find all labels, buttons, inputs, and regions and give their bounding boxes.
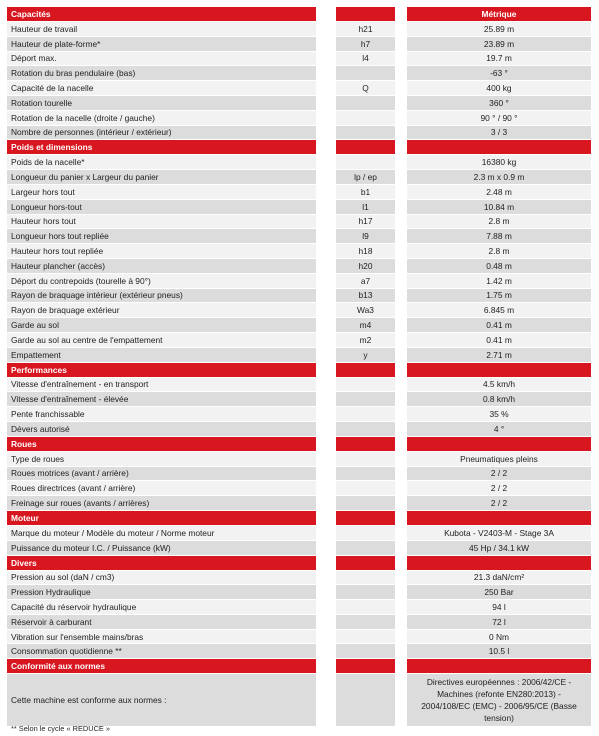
spec-value: 2.48 m <box>407 185 591 199</box>
spec-row <box>7 585 591 599</box>
spec-row <box>7 155 591 169</box>
section-header <box>7 556 591 570</box>
spec-label: Freinage sur roues (avants / arrières) <box>7 496 316 510</box>
spec-code <box>336 155 395 169</box>
spec-row <box>7 571 591 585</box>
spec-label: Garde au sol <box>7 318 316 332</box>
spec-row <box>7 52 591 66</box>
spec-code <box>336 422 395 436</box>
spec-value: 3 / 3 <box>407 126 591 140</box>
section-code-cell <box>336 140 395 154</box>
spec-label: Rotation du bras pendulaire (bas) <box>7 66 316 80</box>
spec-row <box>7 185 591 199</box>
section-value-header <box>407 659 591 673</box>
spec-value: 25.89 m <box>407 22 591 36</box>
spec-code: a7 <box>336 274 395 288</box>
spec-code: h18 <box>336 244 395 258</box>
spec-code: l4 <box>336 52 395 66</box>
spec-row <box>7 526 591 540</box>
section-code-cell <box>336 363 395 377</box>
spec-code: Wa3 <box>336 303 395 317</box>
spec-code: lp / ep <box>336 170 395 184</box>
spec-value: -63 ° <box>407 66 591 80</box>
spec-label: Hauteur hors tout repliée <box>7 244 316 258</box>
spec-value: 7.88 m <box>407 229 591 243</box>
spec-code: h7 <box>336 37 395 51</box>
spec-label: Longueur hors-tout <box>7 200 316 214</box>
section-value-header <box>407 511 591 525</box>
spec-value: 2.8 m <box>407 244 591 258</box>
spec-code: l9 <box>336 229 395 243</box>
section-title: Performances <box>7 363 316 377</box>
spec-row <box>7 111 591 125</box>
spec-label: Vibration sur l'ensemble mains/bras <box>7 630 316 644</box>
spec-code <box>336 630 395 644</box>
spec-row <box>7 674 591 726</box>
section-title: Divers <box>7 556 316 570</box>
spec-row <box>7 200 591 214</box>
spec-value: 94 l <box>407 600 591 614</box>
spec-row <box>7 22 591 36</box>
spec-label: Roues motrices (avant / arrière) <box>7 467 316 481</box>
spec-row <box>7 37 591 51</box>
spec-value: Pneumatiques pleins <box>407 452 591 466</box>
spec-code <box>336 526 395 540</box>
section-header <box>7 140 591 154</box>
spec-value: 360 ° <box>407 96 591 110</box>
spec-label: Largeur hors tout <box>7 185 316 199</box>
spec-row <box>7 630 591 644</box>
spec-label: Consommation quotidienne ** <box>7 644 316 658</box>
spec-value: 0.48 m <box>407 259 591 273</box>
section-code-cell <box>336 7 395 21</box>
spec-label: Vitesse d'entraînement - en transport <box>7 378 316 392</box>
spec-row <box>7 348 591 362</box>
spec-label: Vitesse d'entraînement - élevée <box>7 392 316 406</box>
spec-code <box>336 585 395 599</box>
spec-label: Poids de la nacelle* <box>7 155 316 169</box>
spec-row <box>7 66 591 80</box>
spec-row <box>7 422 591 436</box>
section-title: Capacités <box>7 7 316 21</box>
section-header <box>7 363 591 377</box>
spec-row <box>7 644 591 658</box>
spec-label: Cette machine est conforme aux normes : <box>7 674 316 726</box>
spec-value: 35 % <box>407 407 591 421</box>
spec-row <box>7 333 591 347</box>
spec-code: h20 <box>336 259 395 273</box>
spec-label: Garde au sol au centre de l'empattement <box>7 333 316 347</box>
section-code-cell <box>336 511 395 525</box>
section-header <box>7 437 591 451</box>
spec-value: 2 / 2 <box>407 481 591 495</box>
spec-code <box>336 407 395 421</box>
section-header <box>7 7 591 21</box>
spec-code: b1 <box>336 185 395 199</box>
spec-code: b13 <box>336 289 395 303</box>
spec-row <box>7 303 591 317</box>
spec-row <box>7 407 591 421</box>
spec-label: Longueur hors tout repliée <box>7 229 316 243</box>
spec-label: Pression au sol (daN / cm3) <box>7 571 316 585</box>
spec-row <box>7 496 591 510</box>
spec-label: Hauteur de travail <box>7 22 316 36</box>
spec-value: 19.7 m <box>407 52 591 66</box>
spec-label: Capacité de la nacelle <box>7 81 316 95</box>
spec-value: 2 / 2 <box>407 496 591 510</box>
spec-code <box>336 96 395 110</box>
spec-value: 4 ° <box>407 422 591 436</box>
spec-code <box>336 66 395 80</box>
spec-label: Pente franchissable <box>7 407 316 421</box>
spec-code <box>336 541 395 555</box>
spec-value: 0 Nm <box>407 630 591 644</box>
spec-row <box>7 126 591 140</box>
spec-code <box>336 674 395 726</box>
spec-code: y <box>336 348 395 362</box>
spec-label: Rayon de braquage extérieur <box>7 303 316 317</box>
spec-code <box>336 378 395 392</box>
spec-row <box>7 229 591 243</box>
spec-code <box>336 571 395 585</box>
spec-code: m4 <box>336 318 395 332</box>
section-title: Poids et dimensions <box>7 140 316 154</box>
spec-value: 6.845 m <box>407 303 591 317</box>
spec-label: Hauteur de plate-forme* <box>7 37 316 51</box>
footnote: ** Selon le cycle « REDUCE » <box>11 724 110 733</box>
spec-code <box>336 644 395 658</box>
spec-label: Rotation de la nacelle (droite / gauche) <box>7 111 316 125</box>
spec-row <box>7 541 591 555</box>
spec-value: 2.8 m <box>407 215 591 229</box>
section-value-header <box>407 437 591 451</box>
section-header <box>7 511 591 525</box>
spec-value: 2.3 m x 0.9 m <box>407 170 591 184</box>
spec-value: 21.3 daN/cm² <box>407 571 591 585</box>
spec-value: 250 Bar <box>407 585 591 599</box>
spec-row <box>7 467 591 481</box>
section-value-header <box>407 363 591 377</box>
section-code-cell <box>336 556 395 570</box>
spec-label: Empattement <box>7 348 316 362</box>
spec-label: Puissance du moteur I.C. / Puissance (kW) <box>7 541 316 555</box>
spec-value: 400 kg <box>407 81 591 95</box>
spec-label: Hauteur hors tout <box>7 215 316 229</box>
spec-row <box>7 170 591 184</box>
spec-code <box>336 615 395 629</box>
spec-row <box>7 392 591 406</box>
spec-row <box>7 259 591 273</box>
spec-label: Capacité du réservoir hydraulique <box>7 600 316 614</box>
spec-code: l1 <box>336 200 395 214</box>
section-code-cell <box>336 659 395 673</box>
section-title: Roues <box>7 437 316 451</box>
spec-row <box>7 96 591 110</box>
spec-row <box>7 289 591 303</box>
spec-code: h17 <box>336 215 395 229</box>
spec-code <box>336 496 395 510</box>
spec-value: Kubota - V2403-M - Stage 3A <box>407 526 591 540</box>
spec-label: Rotation tourelle <box>7 96 316 110</box>
section-code-cell <box>336 437 395 451</box>
spec-label: Type de roues <box>7 452 316 466</box>
spec-label: Dévers autorisé <box>7 422 316 436</box>
spec-value: 10.84 m <box>407 200 591 214</box>
spec-value: 16380 kg <box>407 155 591 169</box>
spec-code <box>336 392 395 406</box>
section-value-header <box>407 140 591 154</box>
spec-value: 72 l <box>407 615 591 629</box>
spec-value: 23.89 m <box>407 37 591 51</box>
spec-label: Longueur du panier x Largeur du panier <box>7 170 316 184</box>
spec-value: 4.5 km/h <box>407 378 591 392</box>
spec-code <box>336 111 395 125</box>
spec-value: 0.41 m <box>407 318 591 332</box>
spec-value: 10.5 l <box>407 644 591 658</box>
spec-value: 2 / 2 <box>407 467 591 481</box>
spec-code <box>336 481 395 495</box>
spec-label: Rayon de braquage intérieur (extérieur pneus) <box>7 289 316 303</box>
spec-label: Nombre de personnes (intérieur / extérieur) <box>7 126 316 140</box>
spec-code: m2 <box>336 333 395 347</box>
spec-value: 45 Hp / 34.1 kW <box>407 541 591 555</box>
spec-table <box>7 7 591 727</box>
spec-row <box>7 81 591 95</box>
spec-value: Directives européennes : 2006/42/CE - Machines (refonte EN280:2013) - 2004/108/EC (EMC) - 2006/95/CE (Basse tension) <box>407 674 591 726</box>
spec-value: 0.8 km/h <box>407 392 591 406</box>
spec-label: Déport du contrepoids (tourelle à 90°) <box>7 274 316 288</box>
spec-code <box>336 467 395 481</box>
spec-row <box>7 615 591 629</box>
spec-row <box>7 452 591 466</box>
spec-label: Hauteur plancher (accès) <box>7 259 316 273</box>
spec-label: Déport max. <box>7 52 316 66</box>
spec-label: Marque du moteur / Modèle du moteur / Norme moteur <box>7 526 316 540</box>
spec-code <box>336 452 395 466</box>
spec-row <box>7 600 591 614</box>
spec-value: 1.42 m <box>407 274 591 288</box>
section-value-header <box>407 556 591 570</box>
spec-label: Roues directrices (avant / arrière) <box>7 481 316 495</box>
spec-value: 90 ° / 90 ° <box>407 111 591 125</box>
section-value-header: Métrique <box>407 7 591 21</box>
spec-label: Pression Hydraulique <box>7 585 316 599</box>
spec-row <box>7 274 591 288</box>
spec-code <box>336 126 395 140</box>
spec-row <box>7 481 591 495</box>
spec-row <box>7 318 591 332</box>
spec-code <box>336 600 395 614</box>
spec-row <box>7 244 591 258</box>
spec-value: 0.41 m <box>407 333 591 347</box>
spec-row <box>7 378 591 392</box>
spec-row <box>7 215 591 229</box>
spec-code: h21 <box>336 22 395 36</box>
spec-value: 2.71 m <box>407 348 591 362</box>
spec-label: Réservoir à carburant <box>7 615 316 629</box>
section-title: Conformité aux normes <box>7 659 316 673</box>
spec-value: 1.75 m <box>407 289 591 303</box>
spec-code: Q <box>336 81 395 95</box>
section-header <box>7 659 591 673</box>
section-title: Moteur <box>7 511 316 525</box>
